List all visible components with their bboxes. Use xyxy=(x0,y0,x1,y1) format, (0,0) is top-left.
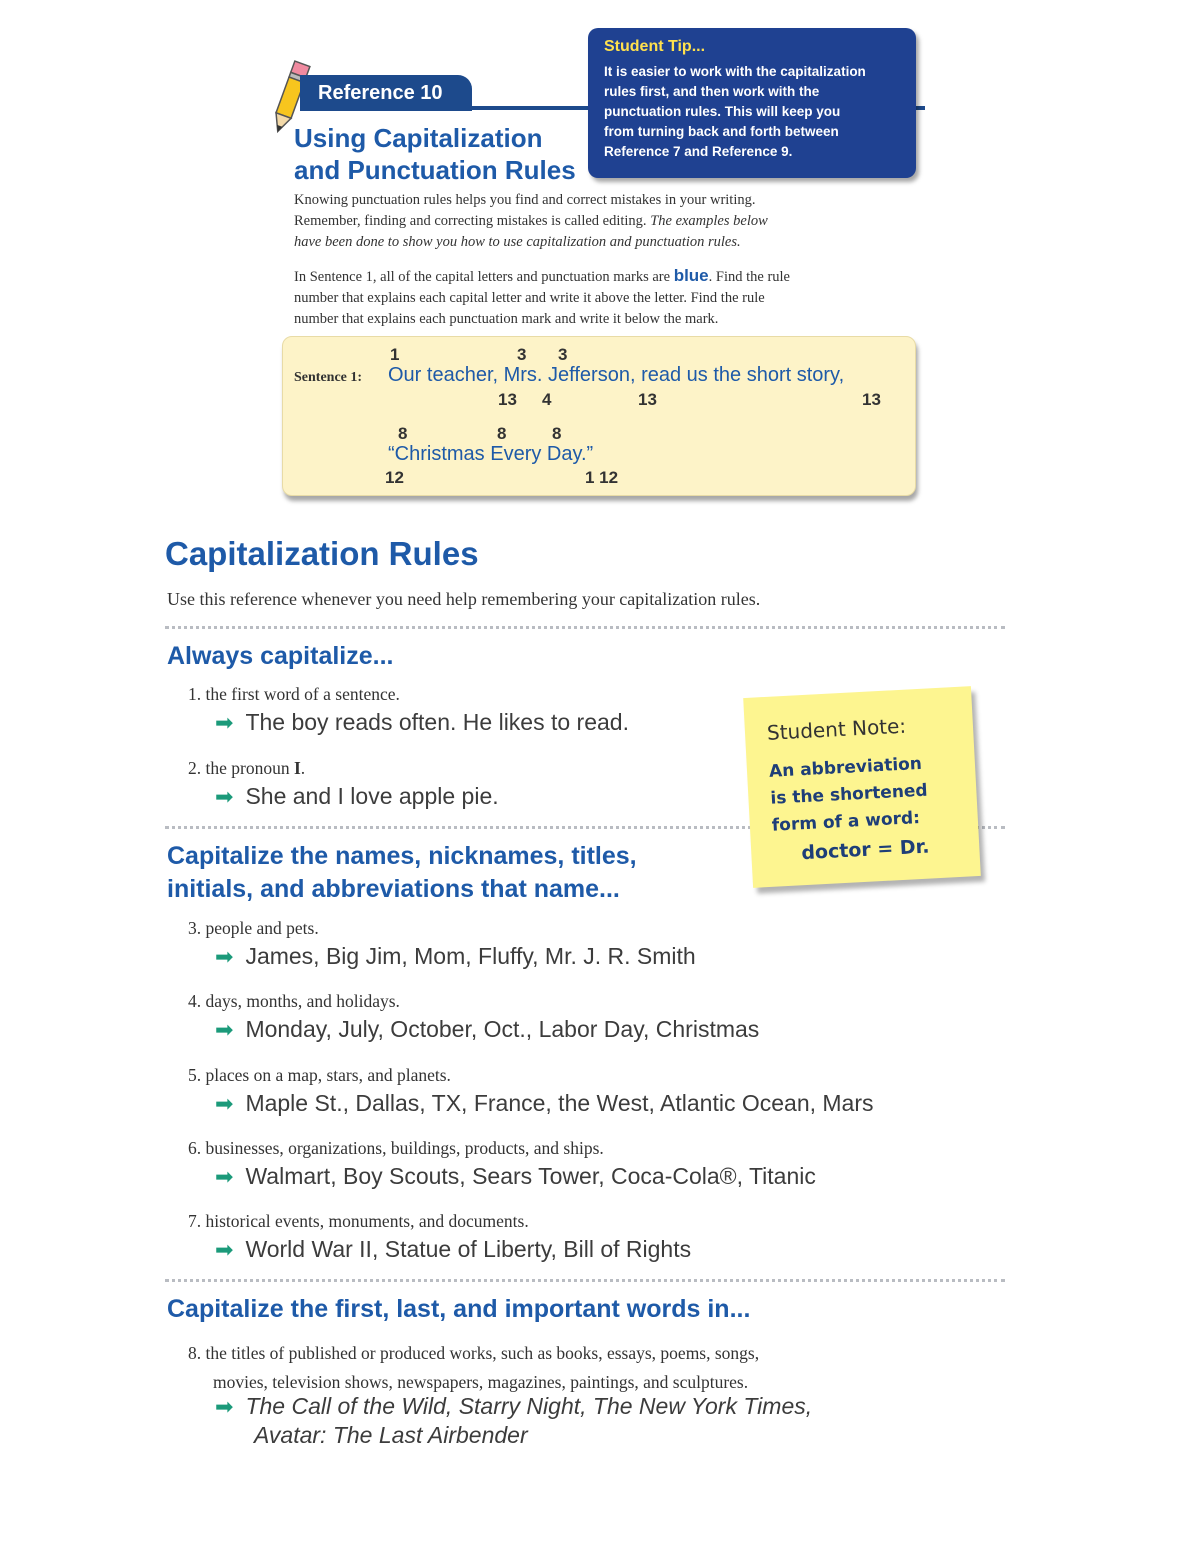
arrow-icon: ➡ xyxy=(215,1091,234,1116)
rule-text: the pronoun xyxy=(205,758,290,778)
intro-line: Remember, finding and correcting mistakes is called editing. xyxy=(294,213,647,229)
tip-title: Student Tip... xyxy=(604,38,706,55)
rule-end: . xyxy=(300,758,306,778)
rule-text: days, months, and holidays. xyxy=(205,991,400,1011)
example-row xyxy=(215,1163,816,1190)
arrow-icon: ➡ xyxy=(215,1394,234,1419)
rule-number: 8 xyxy=(552,424,562,443)
student-note xyxy=(743,686,981,888)
section-heading: Always capitalize... xyxy=(167,642,394,670)
example-text: The Call of the Wild, Starry Night, The New York Times, xyxy=(245,1393,813,1419)
rule-item xyxy=(188,1138,604,1159)
arrow-icon: ➡ xyxy=(215,1164,234,1189)
rule-number: 4 xyxy=(542,390,552,409)
dotted-divider xyxy=(165,626,1005,629)
example-row: Avatar: The Last Airbender xyxy=(254,1422,528,1448)
rule-number: 13 xyxy=(862,390,881,409)
rule-number: 1 12 xyxy=(585,468,619,487)
note-text xyxy=(768,749,956,840)
rule-item xyxy=(188,1065,451,1086)
tip-line: rules first, and then work with the xyxy=(604,84,820,99)
rule-text: the first word of a sentence. xyxy=(205,684,400,704)
rule-bold: I xyxy=(293,758,301,778)
tip-line: from turning back and forth between xyxy=(604,124,839,139)
example-text: She and I love apple pie. xyxy=(245,783,499,809)
example-row xyxy=(215,1090,874,1117)
instructions-paragraph xyxy=(294,265,894,330)
tip-line: punctuation rules. This will keep you xyxy=(604,104,841,119)
rule-number: 8 xyxy=(497,424,507,443)
example-text: Walmart, Boy Scouts, Sears Tower, Coca-Cola®, Titanic xyxy=(245,1163,816,1189)
rule-item xyxy=(188,1211,529,1232)
example-row xyxy=(215,1393,812,1420)
rule-number: 3 xyxy=(517,345,527,364)
arrow-icon: ➡ xyxy=(215,1017,234,1042)
tip-text xyxy=(604,62,900,162)
example-text: World War II, Statue of Liberty, Bill of Rights xyxy=(245,1236,692,1262)
rule-num: 1. xyxy=(188,684,202,704)
dotted-divider xyxy=(165,1279,1005,1282)
example-row xyxy=(215,709,629,736)
instructions-text: In Sentence 1, all of the capital letters and punctuation marks are xyxy=(294,269,671,285)
example-text: Monday, July, October, Oct., Labor Day, Christmas xyxy=(245,1016,760,1042)
reference-tab: Reference 10 xyxy=(300,75,472,111)
rule-item xyxy=(188,758,305,779)
rule-number: 1 xyxy=(390,345,400,364)
rule-num: 7. xyxy=(188,1211,202,1231)
rule-text: businesses, organizations, buildings, products, and ships. xyxy=(205,1138,604,1158)
tip-line: Reference 7 and Reference 9. xyxy=(604,144,793,159)
instructions-line: number that explains each punctuation mark and write it below the mark. xyxy=(294,311,719,327)
rule-number: 13 xyxy=(498,390,517,409)
rule-num: 4. xyxy=(188,991,202,1011)
rule-number: 13 xyxy=(638,390,657,409)
intro-paragraph xyxy=(294,190,894,253)
example-row xyxy=(215,943,696,970)
capitalization-title: Capitalization Rules xyxy=(165,535,479,572)
intro-italic: The examples below xyxy=(650,213,768,229)
blue-word: blue xyxy=(673,266,709,285)
rule-text: places on a map, stars, and planets. xyxy=(205,1065,451,1085)
rule-item xyxy=(188,918,319,939)
rule-num: 6. xyxy=(188,1138,202,1158)
rule-text: people and pets. xyxy=(205,918,319,938)
rule-num: 3. xyxy=(188,918,202,938)
note-title: Student Note: xyxy=(766,713,907,745)
reference-title-line1: Using Capitalization xyxy=(294,123,543,153)
rule-text: historical events, monuments, and documents. xyxy=(205,1211,529,1231)
arrow-icon: ➡ xyxy=(215,710,234,735)
note-line: An abbreviation xyxy=(768,753,923,782)
sentence-line1: Our teacher, Mrs. Jefferson, read us the short story, xyxy=(388,364,845,386)
instructions-text: . Find the rule xyxy=(708,269,790,285)
example-row xyxy=(215,783,499,810)
section-heading-line: Capitalize the names, nicknames, titles, xyxy=(167,842,637,870)
example-text: The boy reads often. He likes to read. xyxy=(245,709,629,735)
rule-number: 3 xyxy=(558,345,568,364)
instructions-line: number that explains each capital letter and write it above the letter. Find the rule xyxy=(294,290,765,306)
sentence-label: Sentence 1: xyxy=(294,370,363,385)
note-line: is the shortened xyxy=(769,780,929,809)
example-text: Maple St., Dallas, TX, France, the West, Atlantic Ocean, Mars xyxy=(245,1090,874,1116)
section-heading-line: initials, and abbreviations that name... xyxy=(167,875,620,903)
rule-number: 8 xyxy=(398,424,408,443)
rule-num: 5. xyxy=(188,1065,202,1085)
rule-text: the titles of published or produced works, such as books, essays, poems, songs, xyxy=(205,1343,760,1363)
rule-num: 8. xyxy=(188,1343,202,1363)
section-heading: Capitalize the first, last, and important words in... xyxy=(167,1295,751,1323)
note-line: form of a word: xyxy=(771,808,921,836)
rule-item xyxy=(188,1339,759,1397)
student-tip-box xyxy=(588,28,916,178)
arrow-icon: ➡ xyxy=(215,784,234,809)
intro-line: Knowing punctuation rules helps you find and correct mistakes in your writing. xyxy=(294,192,756,208)
capitalization-intro: Use this reference whenever you need help remembering your capitalization rules. xyxy=(167,589,761,609)
rule-item xyxy=(188,991,400,1012)
reference-title xyxy=(294,122,576,186)
rule-text: movies, television shows, newspapers, magazines, paintings, and sculptures. xyxy=(213,1372,749,1392)
example-row xyxy=(215,1016,759,1043)
note-example: doctor = Dr. xyxy=(800,835,931,865)
rule-item xyxy=(188,684,400,705)
rule-number: 12 xyxy=(385,468,404,487)
rule-num: 2. xyxy=(188,758,202,778)
sentence-line2: “Christmas Every Day.” xyxy=(388,443,594,465)
intro-italic: have been done to show you how to use capitalization and punctuation rules. xyxy=(294,234,741,250)
tip-line: It is easier to work with the capitalization xyxy=(604,64,866,79)
example-row xyxy=(215,1236,691,1263)
section-heading xyxy=(167,840,637,906)
arrow-icon: ➡ xyxy=(215,944,234,969)
arrow-icon: ➡ xyxy=(215,1237,234,1262)
reference-title-line2: and Punctuation Rules xyxy=(294,155,576,185)
example-text: James, Big Jim, Mom, Fluffy, Mr. J. R. Smith xyxy=(245,943,696,969)
